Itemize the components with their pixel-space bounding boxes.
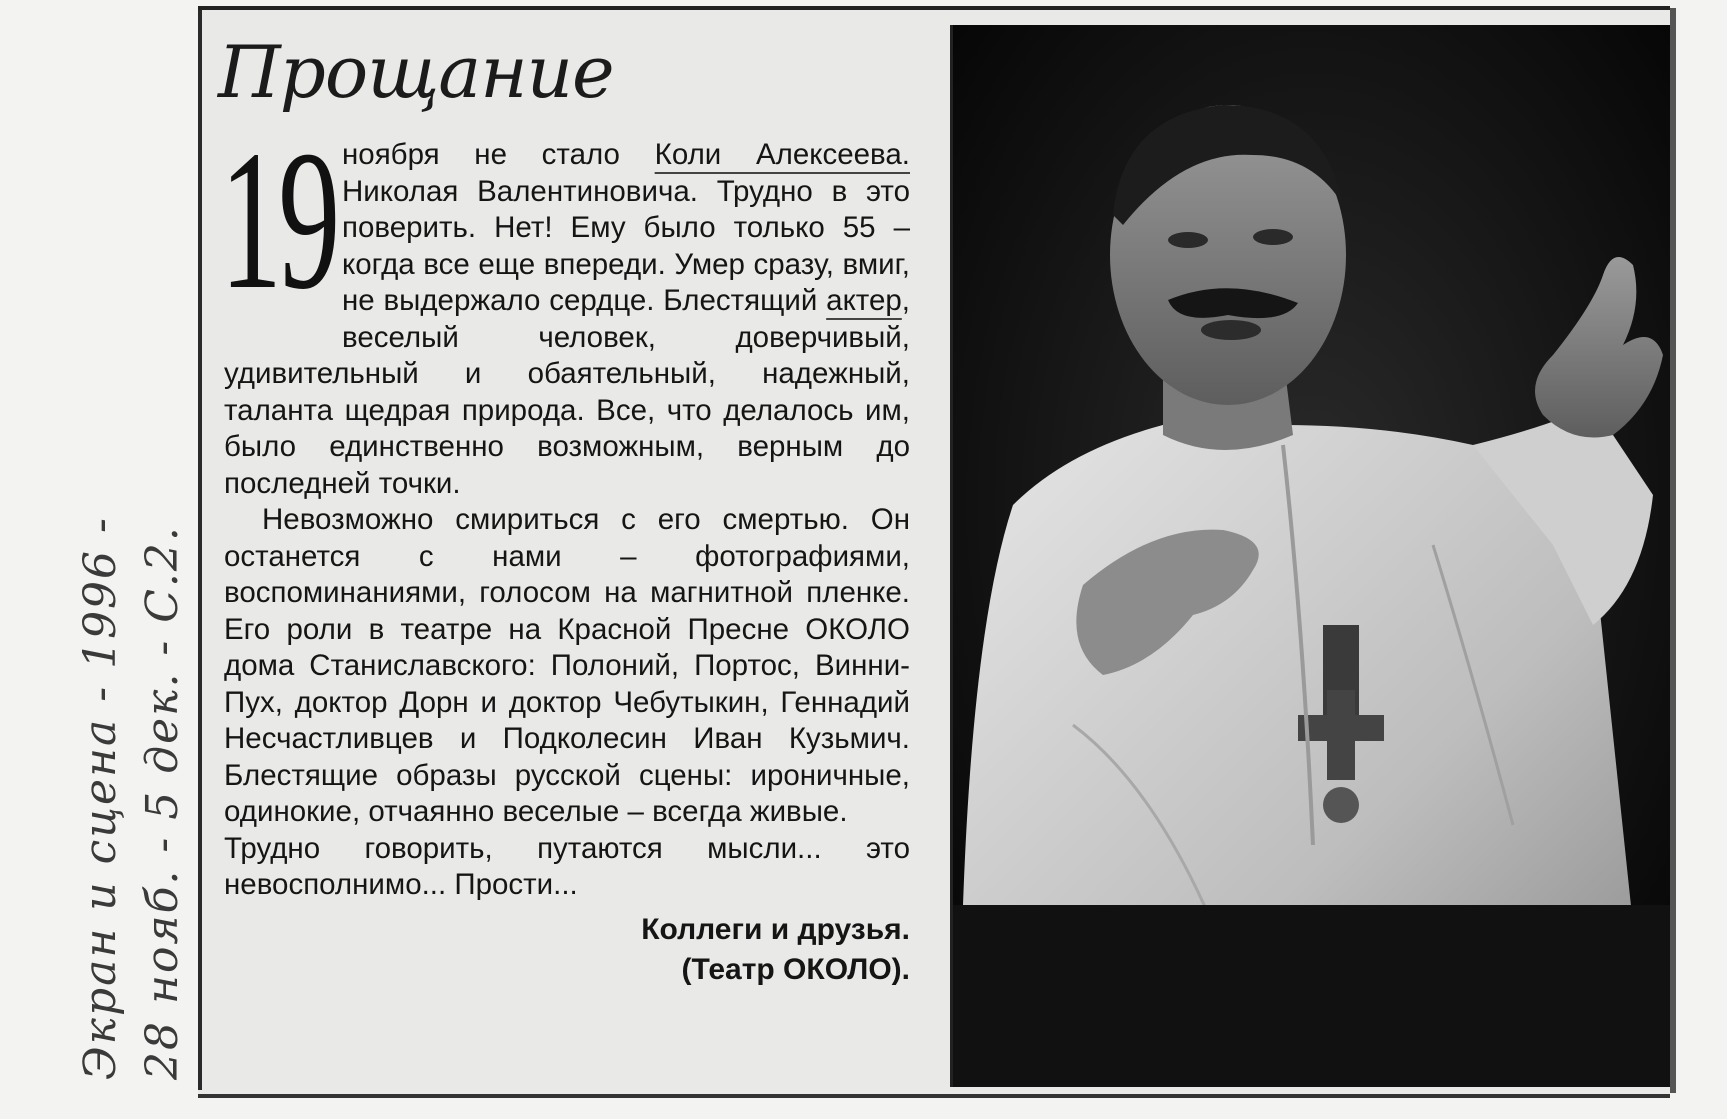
p1-after: Николая Валентиновича. Трудно в это поверить. Нет! Ему было только 55 – когда все еще впереди. Умер сразу, вмиг, не выдержало сердце. Блестящий xyxy=(342,174,910,317)
actor-photo xyxy=(950,25,1673,1087)
underlined-actor: актер xyxy=(826,284,902,317)
article-dropcap: 19 xyxy=(220,110,337,331)
article-body xyxy=(220,110,910,990)
signature-line-1: Коллеги и друзья. xyxy=(641,912,910,946)
underlined-name: Коли Алексеева. xyxy=(654,138,910,171)
handwritten-margin-note xyxy=(70,516,194,1080)
clipping-right-edge xyxy=(1670,8,1676,1093)
article-paragraph-2: Невозможно смириться с его смертью. Он останется с нами – фотографиями, воспоминаниями, голосом на магнитной пленке. Его роли в театре на Красной Пресне ОКОЛО дома Станиславского: Полоний, Портос, Винни-Пух, доктор Дорн и доктор Чебутыкин, Геннадий Несчастливцев и Подколесин Иван Кузьмич. Блестящие образы русской сцены: ироничные, одинокие, отчаянно веселые – всегда живые. xyxy=(224,503,910,828)
margin-note-line-2: 28 нояб. - 5 дек. - С.2. xyxy=(137,525,188,1080)
article-paragraph-3: Трудно говорить, путаются мысли... это невосполнимо... Прости... xyxy=(224,831,910,901)
signature-line-2: (Театр ОКОЛО). xyxy=(681,952,910,986)
p1-before: ноября не стало xyxy=(342,138,655,171)
clipping-left-rule xyxy=(198,10,202,1090)
article-title: Прощание xyxy=(218,30,614,114)
margin-note-line-1: Экран и сцена - 1996 - xyxy=(75,516,126,1080)
article-signature xyxy=(224,910,910,990)
p1-end: , веселый человек, доверчивый, удивительный и обаятельный, надежный, таланта щедрая природа. Все, что делалось им, было единственно возможным, верным до последней точки. xyxy=(224,284,910,500)
actor-photo-illustration xyxy=(953,25,1673,1087)
